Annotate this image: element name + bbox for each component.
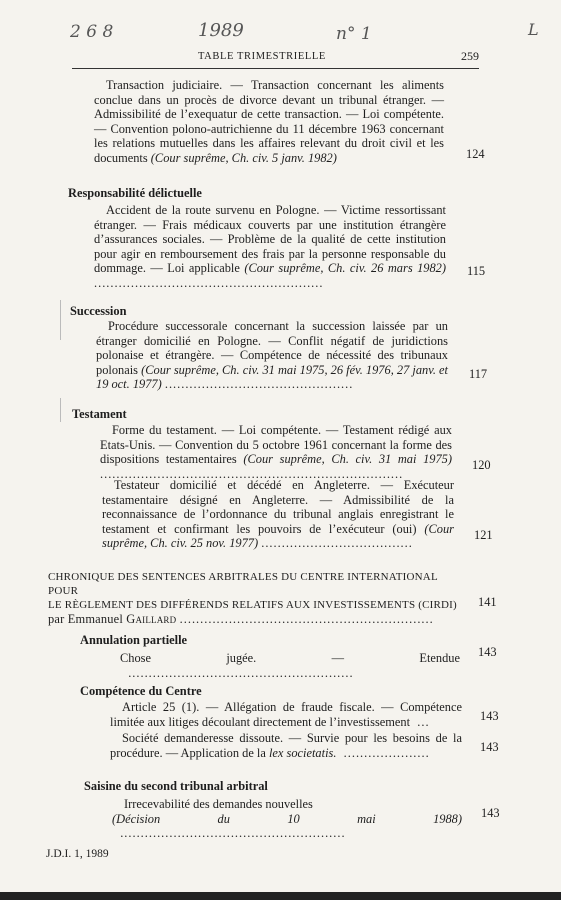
entry-page: 115 — [467, 264, 486, 278]
entry-reference: (Cour suprême, Ch. civ. 5 janv. 1982) — [150, 150, 337, 165]
leader-dots: ..................................... — [261, 536, 413, 551]
entry-text: Chose jugée. — Etendue — [120, 651, 460, 665]
entry-text: Accident de la route survenu en Pologne. — Victime ressortissant étranger. — Frais médicaux couverts par une institution étrangère d’assurances sociales. — Problème de la qualité de cette institution pour agir en remboursement des frais par la personne responsable du dommage. — Loi applicable — [94, 203, 446, 276]
handwritten-annotation-number: n° 1 — [336, 24, 372, 44]
entry-text: Transaction judiciaire. — Transaction concernant les aliments conclue dans un procès de divorce devant un tribunal étranger. — Admissibilité de l’exequatur de cette transaction. — Loi compétente. — Convention polono-autrichienne du 11 décembre 1963 concernant les relations mutuelles dans les affaires relevant du droit civil et les documents — [94, 78, 444, 165]
leader-dots: ........................................................ — [94, 275, 324, 290]
entry-saisine — [112, 797, 462, 841]
entry-reference: (Cour suprême, Ch. civ. 31 mai 1975, 26 fév. 1976, 27 janv. et 19 oct. 1977) — [96, 362, 448, 392]
entry-text: Société demanderesse dissoute. — Survie pour les besoins de la procédure. — Application de la — [110, 731, 462, 760]
entry-responsabilite — [94, 203, 446, 291]
author-prefix: par Emmanuel — [48, 612, 127, 626]
entry-competence-fraud — [110, 700, 462, 729]
leader-dots: .............................................................. — [179, 612, 434, 626]
entry-page: 143 — [480, 740, 499, 754]
leader-dots: ... — [413, 714, 430, 729]
entry-reference: lex societatis. — [268, 745, 337, 760]
chronique-line: CHRONIQUE DES SENTENCES ARBITRALES DU CENTRE INTERNATIONAL POUR — [48, 571, 438, 597]
entry-page: 120 — [472, 458, 491, 472]
entry-page: 117 — [469, 367, 488, 381]
leader-dots: ....................................................... — [120, 665, 354, 680]
handwritten-annotation-left: 2 6 8 — [70, 22, 114, 42]
entry-transaction — [94, 78, 444, 166]
entry-annulation — [120, 651, 460, 680]
section-heading: Responsabilité délictuelle — [68, 186, 202, 200]
entry-page: 143 — [478, 645, 497, 659]
entry-page: 143 — [480, 709, 499, 723]
section-heading: Saisine du second tribunal arbitral — [84, 779, 268, 793]
entry-testament-form — [100, 423, 452, 481]
entry-page: 141 — [478, 595, 497, 609]
margin-mark — [60, 300, 61, 340]
chronique-line: LE RÈGLEMENT DES DIFFÉRENDS RELATIFS AUX INVESTISSEMENTS (CIRDI) — [48, 599, 457, 611]
page-number: 259 — [461, 49, 479, 63]
author-name: Gaillard — [126, 612, 177, 626]
entry-page: 124 — [466, 147, 485, 161]
section-heading: Compétence du Centre — [80, 684, 202, 698]
entry-text: Procédure successorale concernant la succession laissée par un étranger domicilié en Pologne. — Conflit négatif de juridictions polonaise et étrangère. — Compétence de nécessité des tribunaux polonais — [96, 319, 448, 377]
section-heading: Testament — [72, 407, 127, 421]
leader-dots: .......................................................................... — [100, 466, 404, 481]
entry-text: Forme du testament. — Loi compétente. — Testament rédigé aux Etats-Unis. — Convention du 5 octobre 1961 concernant la forme des dispositions testamentaires — [100, 423, 452, 467]
entry-reference: (Cour suprême, Ch. civ. 26 mars 1982) — [244, 261, 446, 276]
chronique-author-line — [48, 612, 460, 626]
running-head-title: TABLE TRIMESTRIELLE — [198, 51, 326, 62]
entry-testament-executor — [102, 478, 454, 551]
scan-edge — [0, 892, 561, 900]
entry-reference: (Cour suprême, Ch. civ. 25 nov. 1977) — [102, 521, 454, 551]
entry-page: 121 — [474, 528, 493, 542]
running-head — [72, 46, 479, 69]
handwritten-annotation-corner: L — [528, 20, 539, 39]
entry-text: Article 25 (1). — Allégation de fraude fiscale. — Compétence limitée aux litiges découlant directement de l’investissement — [110, 700, 462, 729]
entry-competence-dissolution — [110, 731, 462, 760]
entry-reference: (Cour suprême, Ch. civ. 31 mai 1975) — [243, 452, 452, 467]
leader-dots: ..................... — [339, 745, 430, 760]
section-heading: Succession — [70, 304, 127, 318]
entry-text: Irrecevabilité des demandes nouvelles — [124, 797, 313, 811]
handwritten-annotation-year: 1989 — [198, 20, 244, 41]
footer-citation: J.D.I. 1, 1989 — [46, 848, 109, 860]
section-heading: Annulation partielle — [80, 633, 188, 647]
entry-text: Testateur domicilié et décédé en Angleterre. — Exécuteur testamentaire désigné en Angleterre. — Admissibilité de la reconnaissance de l’ordonnance du tribunal anglais enregistrant le testament et confirmant les pouvoirs de l’exécuteur (oui) — [102, 478, 454, 536]
entry-page: 143 — [481, 806, 500, 820]
leader-dots: .............................................. — [164, 377, 354, 392]
entry-succession — [96, 319, 448, 392]
entry-reference: (Décision du 10 mai 1988) — [112, 811, 462, 826]
chronique-title — [48, 570, 460, 626]
margin-mark — [60, 398, 61, 422]
leader-dots: ....................................................... — [112, 826, 346, 841]
